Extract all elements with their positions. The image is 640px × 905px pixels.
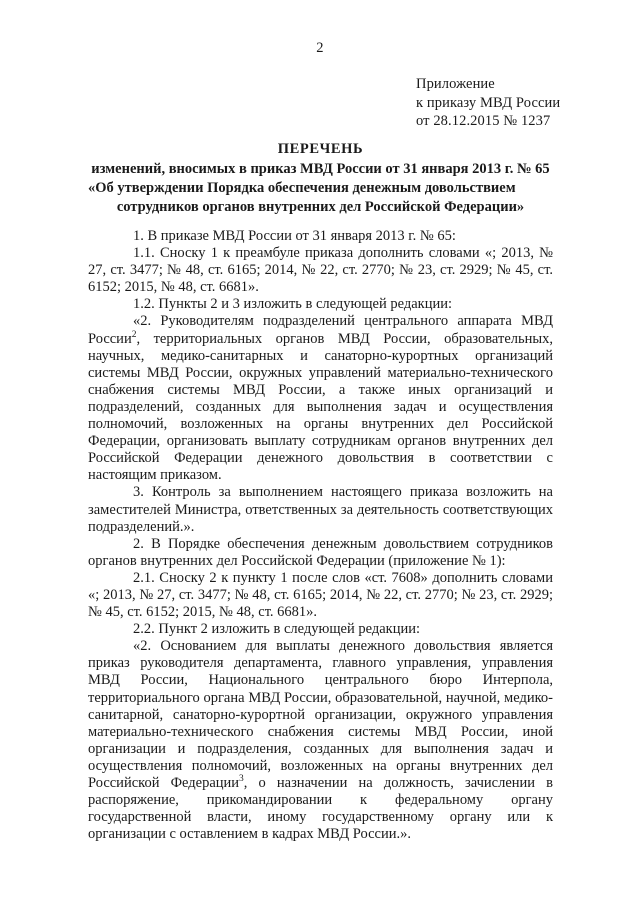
document-title-line-2: «Об утверждении Порядка обеспечения денежным довольствием <box>88 180 516 196</box>
document-body <box>88 228 553 843</box>
quoted-2b-text-before: «2. Основанием для выплаты денежного довольствия является приказ руководителя департамента, главного управления, управления МВД России, Национального центрального бюро Интерпола, территориального органа МВД России, образовательной, научной, медико-санитарной, санаторно-курортной организации, окружного управления материально-технического снабжения системы МВД России, иной организации и подразделения, созданных для выполнения задач и осуществления полномочий, возложенных на органы внутренних дел Российской Федерации <box>88 638 553 791</box>
appendix-header-block <box>416 75 626 131</box>
paragraph-1: 1. В приказе МВД России от 31 января 2013 г. № 65: <box>133 228 456 244</box>
quoted-2b-text-after: , о назначении на должность, зачислении в распоряжение, прикомандировании к федеральному органу государственной власти, иному государственному органу или к организации с оставлением в кадрах МВД России.». <box>88 775 553 843</box>
footnote-marker-2: 2 <box>131 329 137 340</box>
paragraph-1-1: 1.1. Сноску 1 к преамбуле приказа дополнить словами «; 2013, № 27, ст. 3477; № 48, ст. 6165; 2014, № 22, ст. 2770; № 23, ст. 2929; № 45, ст. 6152; 2015, № 48, ст. 6681». <box>88 245 553 296</box>
document-title-heading: ПЕРЕЧЕНЬ <box>277 141 364 157</box>
page-number: 2 <box>316 40 324 56</box>
paragraph-1-2: 1.2. Пункты 2 и 3 изложить в следующей редакции: <box>133 296 453 313</box>
paragraph-2-2: 2.2. Пункт 2 изложить в следующей редакции: <box>133 621 421 638</box>
appendix-header-line-2: к приказу МВД России <box>416 94 561 111</box>
document-title-line-3: сотрудников органов внутренних дел Российской Федерации» <box>116 199 525 215</box>
document-title-block <box>88 140 553 217</box>
paragraph-quoted-2b <box>88 638 553 843</box>
footnote-marker-3: 3 <box>239 774 244 785</box>
paragraph-quoted-2 <box>88 313 553 484</box>
paragraph-2-1: 2.1. Сноску 2 к пункту 1 после слов «ст. 7608» дополнить словами «; 2013, № 27, ст. 3477; № 48, ст. 6165; 2014, № 22, ст. 2770; № 23, ст. 2929; № 45, ст. 6152; 2015, № 48, ст. 6681». <box>88 569 553 621</box>
paragraph-2: 2. В Порядке обеспечения денежным довольствием сотрудников органов внутренних дел Российской Федерации (приложение № 1): <box>88 535 553 569</box>
appendix-header-line-3: от 28.12.2015 № 1237 <box>416 113 551 129</box>
appendix-header-line-1: Приложение <box>416 76 495 92</box>
document-title-line-1: изменений, вносимых в приказ МВД России от 31 января 2013 г. № 65 <box>91 161 550 177</box>
quoted-2-text-after: , территориальных органов МВД России, образовательных, научных, медико-санитарных и санаторно-курортных организаций системы МВД России, окружных управлений материально-технического снабжения системы МВД России, а также иных организаций и подразделений, созданных для выполнения задач и осуществления полномочий, возложенных на органы внутренних дел Российской Федерации, организовать выплату сотрудникам органов внутренних дел Российской Федерации денежного довольствия в соответствии с настоящим приказом. <box>88 330 553 484</box>
quoted-2-text-before: «2. Руководителям подразделений центрального аппарата МВД России <box>88 313 553 347</box>
paragraph-quoted-3: 3. Контроль за выполнением настоящего приказа возложить на заместителей Министра, ответственных за деятельность соответствующих подразделений.». <box>88 484 553 535</box>
